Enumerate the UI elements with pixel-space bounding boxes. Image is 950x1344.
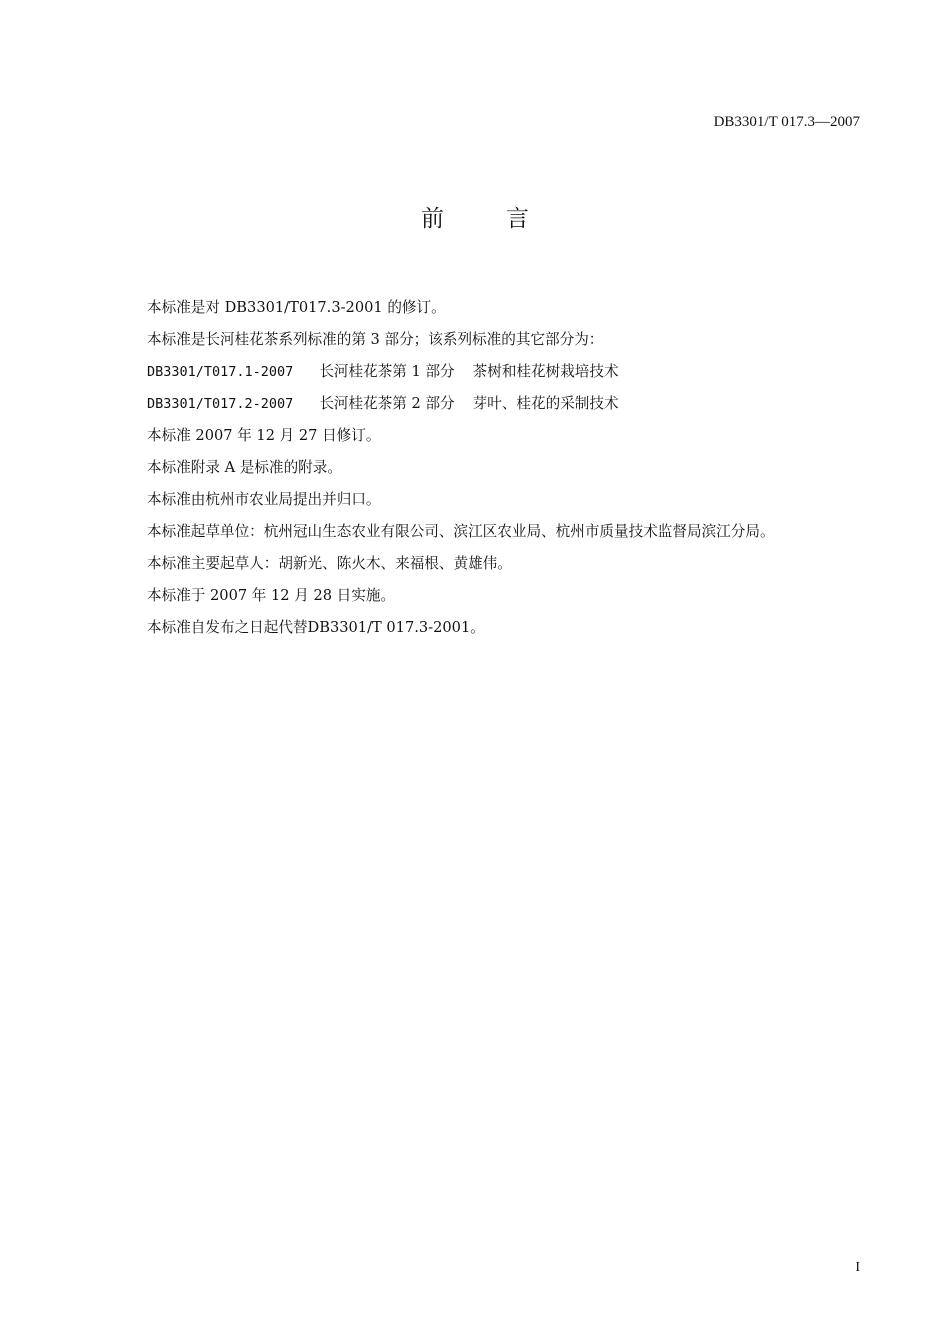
series-part-code: DB3301/T017.2-2007: [147, 396, 294, 412]
series-part-name: 长河桂花茶第 1 部分: [319, 363, 455, 380]
series-part-name: 长河桂花茶第 2 部分: [319, 395, 455, 412]
paragraph-drafters: 本标准主要起草人：胡新光、陈火木、来福根、黄雄伟。: [147, 555, 512, 572]
title-char-1: 前: [421, 206, 444, 232]
paragraph-appendix-note: 本标准附录 A 是标准的附录。: [147, 459, 342, 476]
series-part-1: [147, 360, 877, 392]
paragraph-replacement: 本标准自发布之日起代替DB3301/T 017.3-2001。: [147, 619, 485, 636]
paragraph-revision-note: 本标准是对 DB3301/T017.3-2001 的修订。: [147, 299, 446, 316]
series-part-code: DB3301/T017.1-2007: [147, 364, 294, 380]
paragraph-drafting-units: 本标准起草单位：杭州冠山生态农业有限公司、滨江区农业局、杭州市质量技术监督局滨江分局。: [147, 523, 775, 540]
page-number: I: [855, 1260, 860, 1275]
series-part-description: 茶树和桂花树栽培技术: [472, 363, 619, 380]
series-part-2: [147, 392, 877, 424]
paragraph-proposer: 本标准由杭州市农业局提出并归口。: [147, 491, 381, 508]
paragraph-series-intro: 本标准是长河桂花茶系列标准的第 3 部分；该系列标准的其它部分为：: [147, 331, 604, 348]
title-char-2: 言: [506, 206, 529, 232]
foreword-body: [147, 296, 877, 648]
page-title: [0, 200, 950, 233]
document-code: DB3301/T 017.3—2007: [713, 114, 860, 130]
paragraph-revision-date: 本标准 2007 年 12 月 27 日修订。: [147, 427, 381, 444]
series-part-description: 芽叶、桂花的采制技术: [472, 395, 619, 412]
paragraph-effective-date: 本标准于 2007 年 12 月 28 日实施。: [147, 587, 396, 604]
